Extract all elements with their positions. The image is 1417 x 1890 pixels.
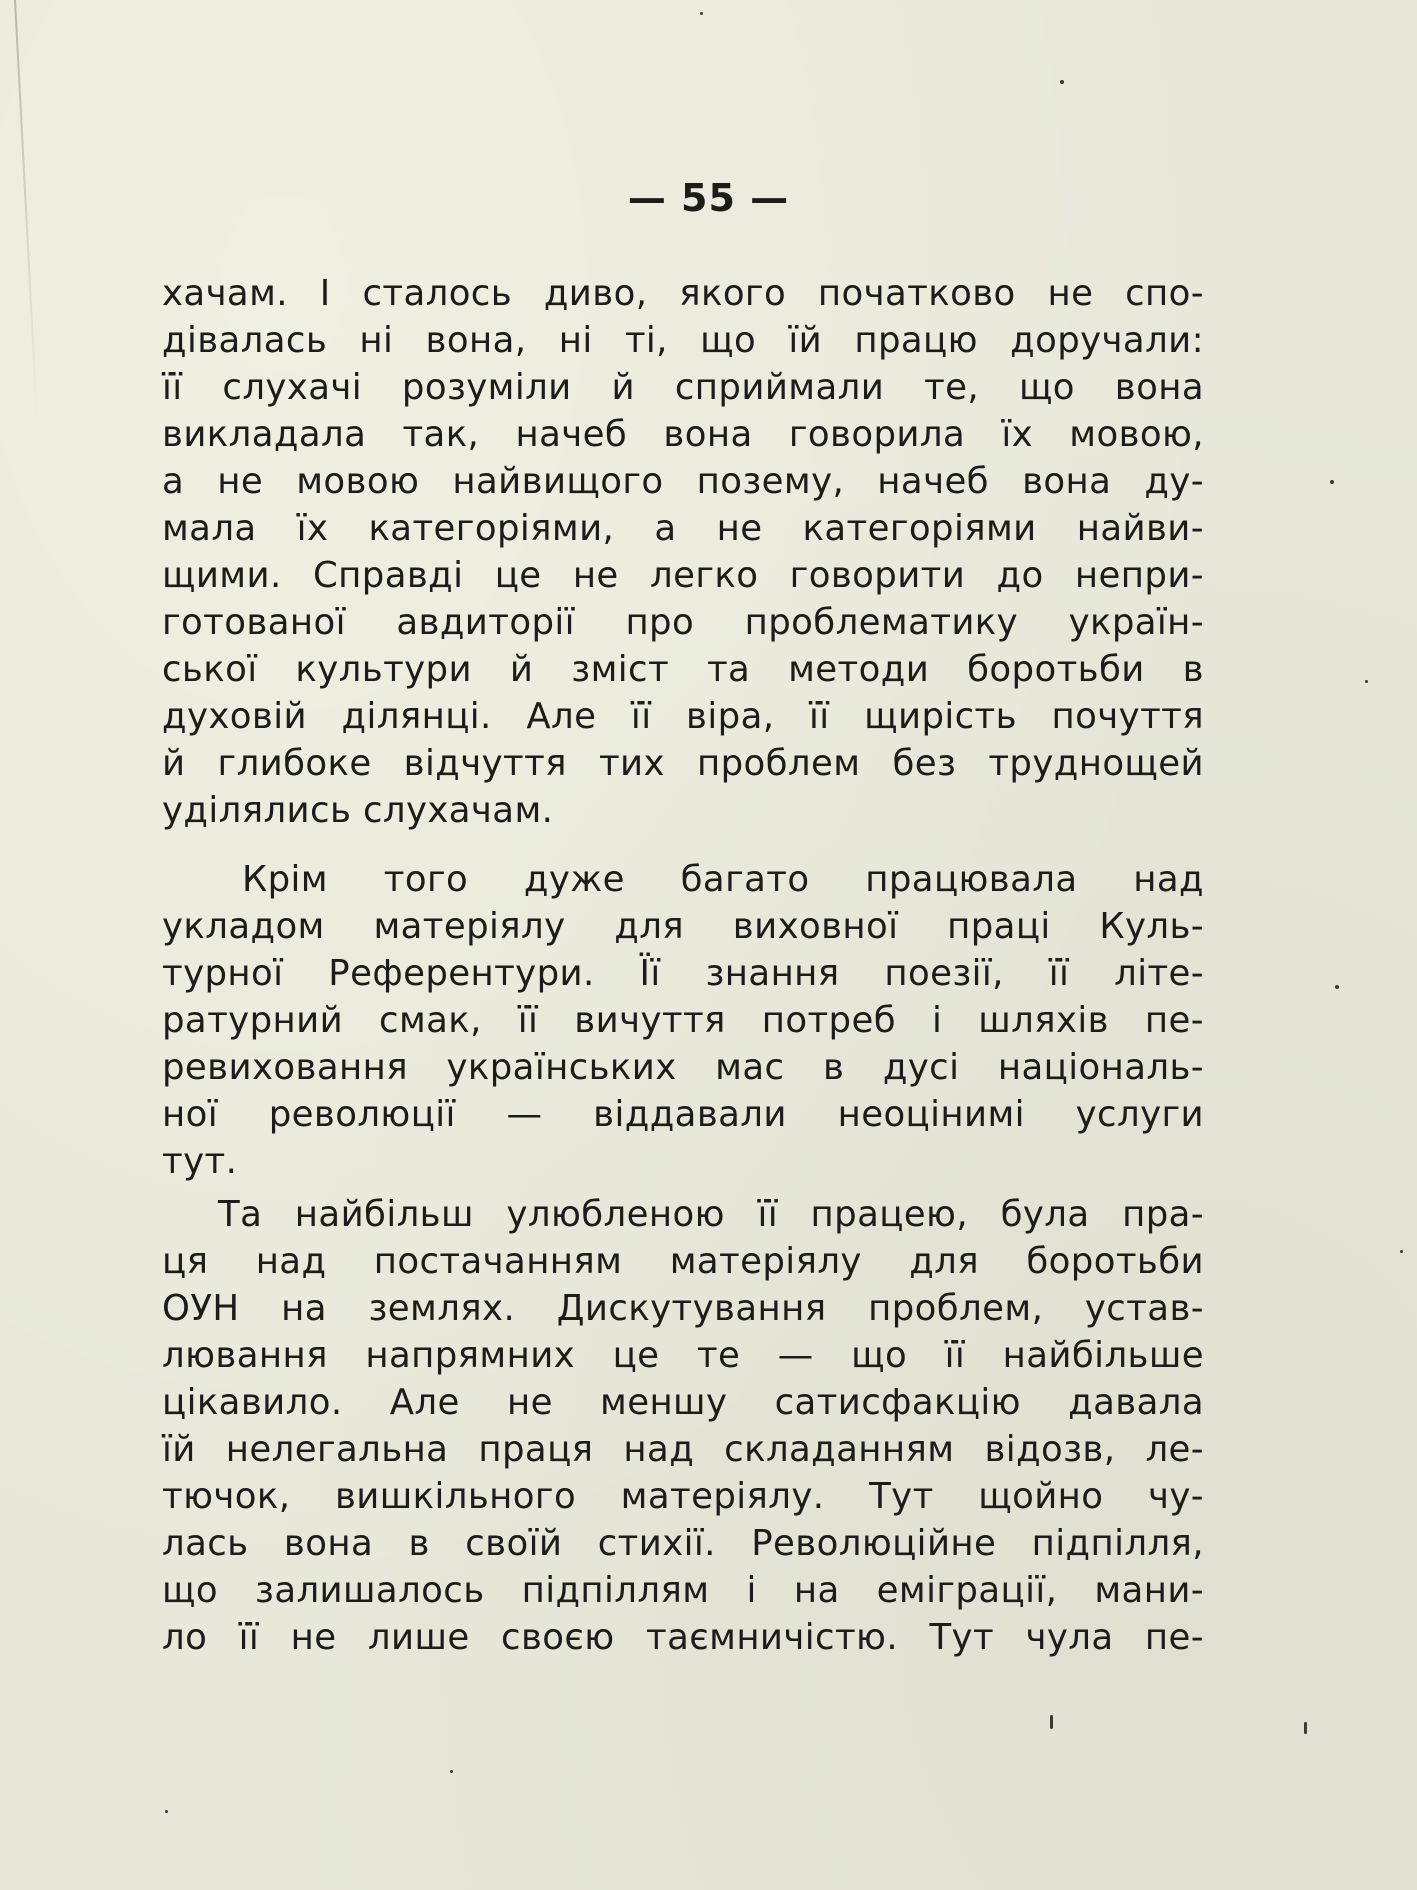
text-line: ло її не лише своєю таємничістю. Тут чула пе- bbox=[162, 1617, 1204, 1658]
text-line: ратурний смак, її вичуття потреб і шляхів пе- bbox=[162, 1000, 1204, 1041]
print-speck bbox=[1335, 985, 1339, 989]
paragraph-1 bbox=[162, 270, 1204, 834]
text-line: готованої авдиторії про проблематику україн- bbox=[162, 602, 1204, 643]
body-text bbox=[162, 270, 1204, 1661]
text-line: Та найбільш улюбленою її працею, була пра- bbox=[218, 1194, 1204, 1235]
print-speck bbox=[1050, 1715, 1053, 1729]
text-line: й глибоке відчуття тих проблем без труднощей bbox=[162, 743, 1204, 784]
paragraph-3 bbox=[162, 1191, 1204, 1661]
text-line: ної революції — віддавали неоцінимі услуги bbox=[162, 1094, 1204, 1135]
text-line: мала їх категоріями, а не категоріями найви- bbox=[162, 508, 1204, 549]
paragraph-2 bbox=[162, 856, 1204, 1185]
print-speck bbox=[700, 12, 703, 15]
text-line: їй нелегальна праця над складанням відозв, ле- bbox=[162, 1429, 1204, 1470]
text-line: укладом матеріялу для виховної праці Куль- bbox=[162, 906, 1204, 947]
text-line: тут. bbox=[162, 1141, 238, 1182]
print-speck bbox=[165, 1810, 168, 1813]
text-line: що залишалось підпіллям і на еміграції, мани- bbox=[162, 1570, 1204, 1611]
text-line: лювання напрямних це те — що її найбільше bbox=[162, 1335, 1204, 1376]
paragraph-gap bbox=[162, 834, 1204, 856]
print-speck bbox=[1060, 80, 1064, 84]
text-line: турної Референтури. Її знання поезії, її літе- bbox=[162, 953, 1204, 994]
text-line: викладала так, начеб вона говорила їх мовою, bbox=[162, 414, 1204, 455]
page-number: — 55 — bbox=[627, 176, 790, 220]
text-line: лась вона в своїй стихії. Революційне підпілля, bbox=[162, 1523, 1204, 1564]
text-line: а не мовою найвищого позему, начеб вона ду- bbox=[162, 461, 1204, 502]
text-line: духовій ділянці. Але її віра, її щирість почуття bbox=[162, 696, 1204, 737]
print-speck bbox=[1330, 480, 1334, 484]
text-line: дівалась ні вона, ні ті, що їй працю доручали: bbox=[162, 320, 1204, 361]
text-line: хачам. І сталось диво, якого початково не спо- bbox=[162, 273, 1204, 314]
print-speck bbox=[1304, 1722, 1307, 1734]
print-speck bbox=[1365, 680, 1368, 683]
text-line: щими. Справді це не легко говорити до непри- bbox=[162, 555, 1204, 596]
text-line: її слухачі розуміли й сприймали те, що вона bbox=[162, 367, 1204, 408]
text-line: Крім того дуже багато працювала над bbox=[242, 859, 1204, 900]
text-line: уділялись слухачам. bbox=[162, 790, 554, 831]
text-line: ця над постачанням матеріялу для боротьби bbox=[162, 1241, 1204, 1282]
text-line: тючок, вишкільного матеріялу. Тут щойно чу- bbox=[162, 1476, 1204, 1517]
print-speck bbox=[1400, 1250, 1403, 1253]
text-line: ОУН на землях. Дискутування проблем, устав- bbox=[162, 1288, 1204, 1329]
print-speck bbox=[450, 1770, 453, 1773]
text-line: ської культури й зміст та методи боротьби в bbox=[162, 649, 1204, 690]
text-line: цікавило. Але не меншу сатисфакцію давала bbox=[162, 1382, 1204, 1423]
text-line: ревиховання українських мас в дусі національ- bbox=[162, 1047, 1204, 1088]
